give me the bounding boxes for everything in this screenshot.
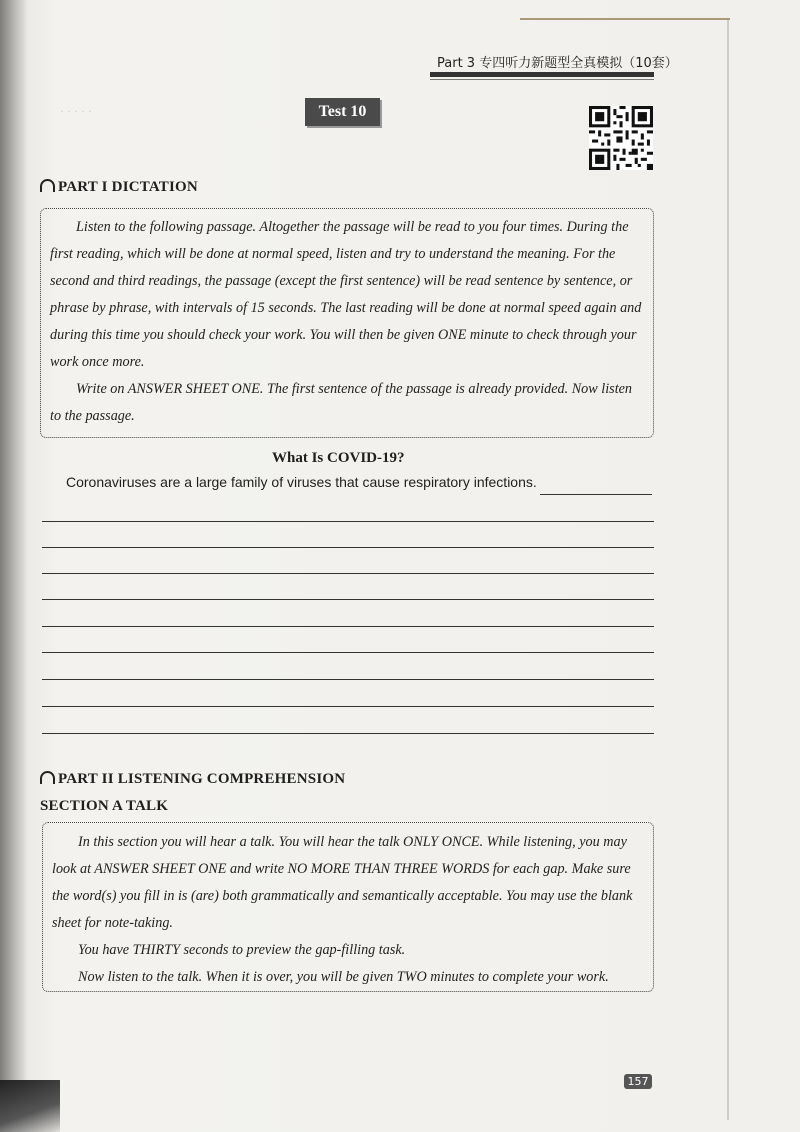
test-label: Test 10: [305, 98, 380, 126]
answer-line[interactable]: [42, 679, 654, 680]
passage-title: What Is COVID-19?: [272, 450, 405, 466]
answer-line[interactable]: [42, 573, 654, 574]
part2-instructions: [52, 829, 640, 991]
page-shadow: [0, 1080, 60, 1132]
part2-instruction-para-1: In this section you will hear a talk. You will hear the talk ONLY ONCE. While listening, you may look at ANSWER SHEET ONE and write NO MORE THAN THREE WORDS for each gap. Make sure the word(s) you fill in is (are) both grammatically and semantically acceptable. You may use the blank sheet for note-taking.: [52, 834, 633, 931]
part1-instructions: [50, 214, 642, 430]
running-header: Part 3 专四听力新题型全真模拟（10套）: [437, 56, 678, 71]
part1-instruction-para-1: Listen to the following passage. Altogether the passage will be read to you four times. During the first reading, which will be done at normal speed, listen and try to understand the meaning. For the second and third readings, the passage (except the first sentence) will be read sentence by sentence, or phrase by phrase, with intervals of 15 seconds. The last reading will be done at normal speed again and during this time you should check your work. You will then be given ONE minute to check through your work once more.: [50, 219, 642, 370]
part1-heading: [40, 178, 198, 196]
header-rule: [430, 72, 654, 77]
answer-line[interactable]: [42, 521, 654, 522]
part2-heading-text: PART II LISTENING COMPREHENSION: [58, 771, 346, 787]
section-a-heading: SECTION A TALK: [40, 798, 169, 814]
part2-instruction-para-2: You have THIRTY seconds to preview the gap-filling task.: [78, 942, 406, 958]
answer-line[interactable]: [42, 547, 654, 548]
answer-line[interactable]: [42, 733, 654, 734]
part1-instruction-para-2: Write on ANSWER SHEET ONE. The first sentence of the passage is already provided. Now listen to the passage.: [50, 381, 633, 424]
first-sentence: Coronaviruses are a large family of viruses that cause respiratory infections.: [66, 474, 537, 490]
answer-line[interactable]: [540, 494, 652, 495]
answer-line[interactable]: [42, 706, 654, 707]
answer-line[interactable]: [42, 599, 654, 600]
bleed-through: · · · · ·: [60, 104, 92, 118]
page-edge: [727, 20, 729, 1120]
headphone-icon: [40, 771, 55, 784]
header-rule-thin: [430, 79, 654, 80]
answer-line[interactable]: [42, 626, 654, 627]
top-decor-line: [520, 18, 730, 20]
qr-code-icon[interactable]: [589, 106, 653, 170]
page-number: 157: [624, 1074, 652, 1089]
answer-line[interactable]: [42, 652, 654, 653]
part2-instruction-para-3: Now listen to the talk. When it is over, you will be given TWO minutes to complete your work.: [78, 969, 609, 985]
headphone-icon: [40, 179, 55, 192]
part1-heading-text: PART I DICTATION: [58, 179, 198, 195]
part2-heading: [40, 770, 345, 788]
